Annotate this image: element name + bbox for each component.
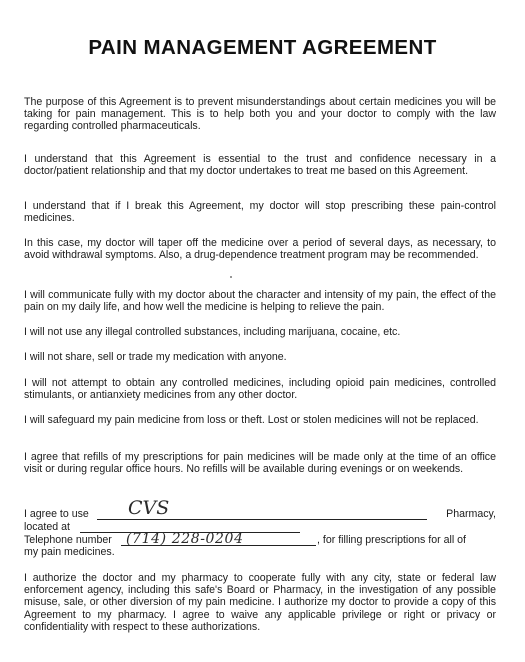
pharmacy-handwritten: CVS: [128, 497, 170, 519]
document-title: PAIN MANAGEMENT AGREEMENT: [88, 36, 437, 59]
phone-label: Telephone number: [24, 534, 112, 546]
paragraph-break-agreement: I understand that if I break this Agreement, my doctor will stop prescribing these pain-control medicines.: [24, 200, 496, 225]
paragraph-refills: I agree that refills of my prescriptions for pain medicines will be made only at the time of an office visit or during regular office hours. No refills will be available during evenings or on weekends.: [24, 451, 496, 476]
paragraph-purpose: The purpose of this Agreement is to prevent misunderstandings about certain medicines you will be taking for pain management. This is to help both you and your doctor to comply with the law regarding controlled pharmaceuticals.: [24, 96, 496, 133]
paragraph-safeguard: I will safeguard my pain medicine from loss or theft. Lost or stolen medicines will not be replaced.: [24, 414, 479, 426]
phone-row-continued: [24, 546, 496, 558]
scan-speck: [230, 276, 232, 278]
located-label: located at: [24, 521, 70, 533]
paragraph-communicate: I will communicate fully with my doctor about the character and intensity of my pain, the effect of the pain on my daily life, and how well the medicine is helping to relieve the pain.: [24, 289, 496, 314]
phone-suffix-continued: my pain medicines.: [24, 546, 115, 558]
paragraph-no-illegal: I will not use any illegal controlled substances, including marijuana, cocaine, etc.: [24, 326, 401, 338]
paragraph-trust: I understand that this Agreement is essential to the trust and confidence necessary in a doctor/patient relationship and that my doctor undertakes to treat me based on this Agreement.: [24, 153, 496, 178]
use-label: I agree to use: [24, 508, 89, 520]
paragraph-no-other-doctor: I will not attempt to obtain any controlled medicines, including opioid pain medicines, controlled stimulants, or antianxiety medicines from any other doctor.: [24, 377, 496, 402]
phone-handwritten: (714) 228-0204: [126, 531, 244, 547]
paragraph-taper: In this case, my doctor will taper off the medicine over a period of several days, as necessary, to avoid withdrawal symptoms. Also, a drug-dependence treatment program may be recommended.: [24, 237, 496, 262]
paragraph-no-share: I will not share, sell or trade my medication with anyone.: [24, 351, 287, 363]
paragraph-authorize: I authorize the doctor and my pharmacy to cooperate fully with any city, state or federal law enforcement agency, including this safe's Board or Pharmacy, in the investigation of any possible misuse, sale, or other diversion of my pain medicine. I authorize my doctor to provide a copy of this Agreement to my pharmacy. I agree to waive any applicable privilege or right or privacy or confidentiality with respect to these authorizations.: [24, 572, 496, 633]
pharmacy-label: Pharmacy,: [446, 508, 496, 520]
pharmacy-name-line: [97, 519, 427, 520]
phone-suffix: , for filling prescriptions for all of: [317, 534, 466, 546]
